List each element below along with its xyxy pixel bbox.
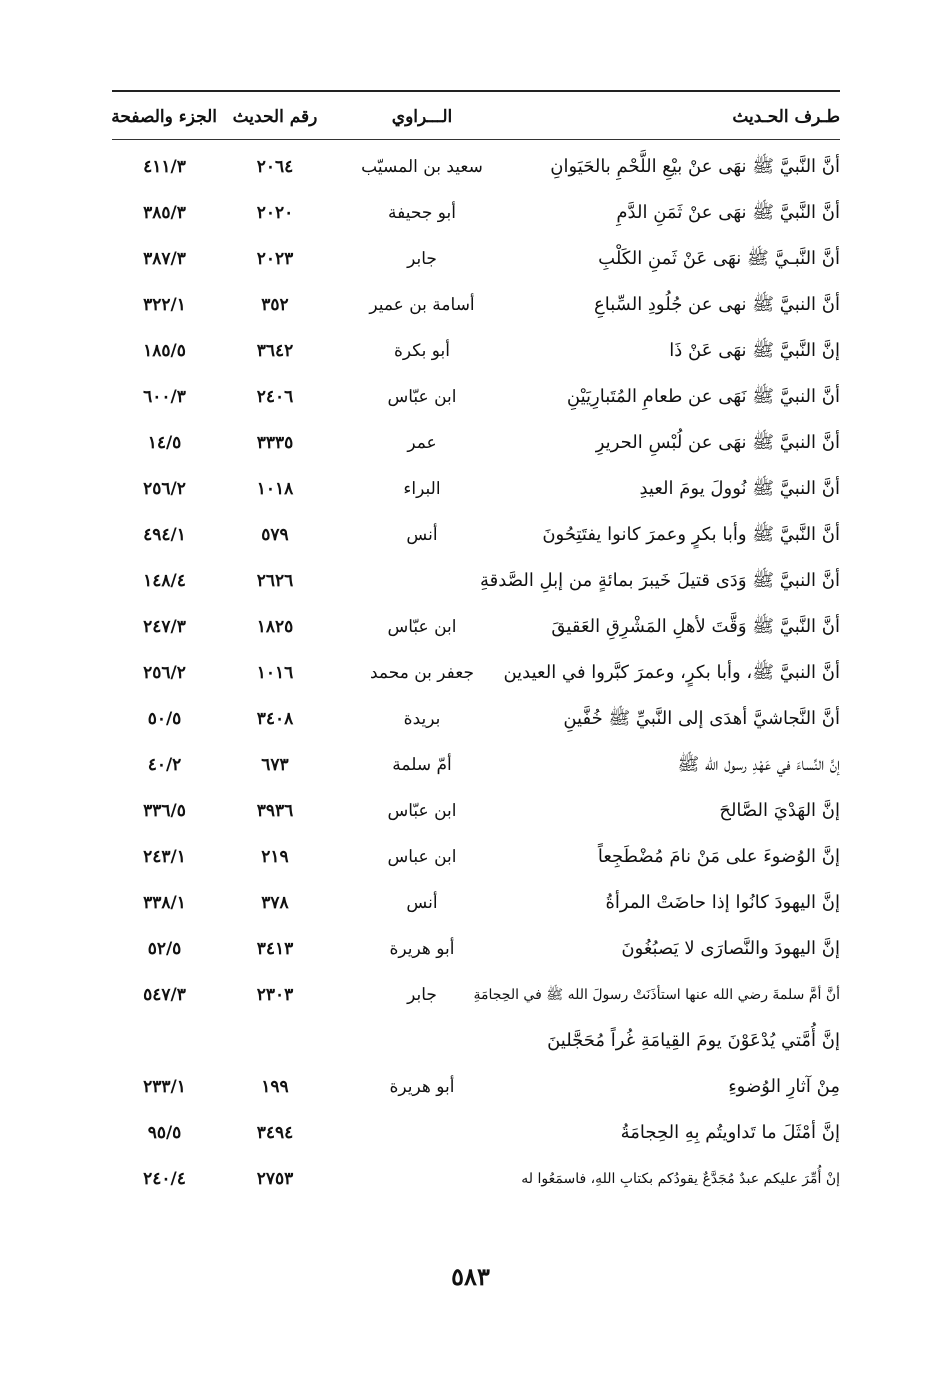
table-row [112,192,840,238]
table-row [112,652,840,698]
volume-page-cell: ٢٥٦/٢ [143,663,186,683]
volume-page-cell: ١٤/٥ [147,433,182,453]
hadith-number-cell: ٢٠٢٣ [256,249,294,269]
table-row [112,790,840,836]
volume-page-cell: ٦٠٠/٣ [143,387,186,407]
hadith-text: أنَّ النبيَّ ﷺ نَهَى عن طعامِ المُتَبارِيَيْنِ [566,386,840,407]
hadith-text: أنَّ النَّبيَّ ﷺ وأبا بكرٍ وعمرَ كانوا يفتَتِحُونَ [542,524,840,545]
table-row [112,974,840,1020]
hadith-text: أنَّ النبيَّ ﷺ، وأبا بكرٍ، وعمرَ كبَّروا في العيدين [503,662,840,683]
volume-page-cell: ١٤٨/٤ [143,571,186,591]
hadith-number-cell: ١٠١٨ [256,479,294,499]
hadith-text: أنَّ النبيَّ ﷺ نهَى عن لُبْسِ الحريرِ [595,432,840,453]
table-row [112,744,840,790]
table-row [112,928,840,974]
hadith-text: أنَّ النبيَّ ﷺ نُوولَ يومَ العيدِ [639,478,840,499]
table-row [112,422,840,468]
narrator-cell: أنس [406,525,438,545]
hadith-number-cell: ١٠١٦ [256,663,294,683]
hadith-text: إنَّ اليهودَ والنَّصارَى لا يَصبُغُونَ [621,938,840,959]
hadith-text: إنَّ الهَدْيَ الصَّالحَ [719,800,840,821]
hadith-number-cell: ٣٤٠٨ [256,709,294,729]
header-rule [112,139,840,140]
volume-page-cell: ٣٨٥/٣ [143,203,186,223]
narrator-cell: ابن عبّاس [387,387,457,407]
volume-page-cell: ٢٤٣/١ [143,847,186,867]
volume-page-cell: ٣٣٦/٥ [143,801,186,821]
narrator-cell: ابن عباس [387,847,457,867]
table-row [112,330,840,376]
narrator-cell: جابر [407,985,437,1005]
hadith-number-cell: ١٨٢٥ [256,617,294,637]
volume-page-cell: ٣٢٢/١ [143,295,186,315]
narrator-cell: عمر [407,433,437,453]
narrator-cell: بريدة [403,709,441,729]
hadith-text: إنَّ اليهودَ كانُوا إذا حاضَتْ المرأةُ [605,892,840,913]
volume-page-cell: ٤٩٤/١ [143,525,186,545]
narrator-cell: أمّ سلمة [392,755,452,775]
narrator-cell: أبو هريرة [389,1077,455,1097]
volume-page-cell: ٥٤٧/٣ [143,985,186,1005]
hadith-number-cell: ٢٠٦٤ [256,157,294,177]
hadith-number-cell: ٢٤٠٦ [256,387,294,407]
volume-page-cell: ٤٠/٢ [147,755,182,775]
hadith-number-cell: ٢٧٥٣ [256,1169,294,1189]
table-row [112,882,840,928]
table-row [112,1020,840,1066]
hadith-text: أنَّ النَّبـيَّ ﷺ نهَى عَنْ ثَمنِ الكَلْبِ [598,248,840,269]
narrator-cell: أبو هريرة [389,939,455,959]
volume-page-cell: ٥٢/٥ [147,939,182,959]
narrator-cell: أسامة بن عمير [369,295,475,315]
table-row [112,606,840,652]
top-rule [112,90,840,92]
hadith-number-cell: ٢٣٠٣ [256,985,294,1005]
narrator-cell: البراء [403,479,441,499]
narrator-cell: أبو بكرة [393,341,451,361]
hadith-number-cell: ٣٩٣٦ [256,801,294,821]
narrator-cell: جعفر بن محمد [369,663,474,683]
hadith-number-cell: ٣٤٩٤ [256,1123,294,1143]
table-row [112,1158,840,1204]
hadith-number-cell: ٢١٩ [261,847,289,867]
narrator-cell: أبو جحيفة [388,203,456,223]
table-header [112,102,840,136]
table-row [112,514,840,560]
table-row [112,146,840,192]
hadith-number-cell: ٢٠٢٠ [256,203,294,223]
volume-page-cell: ٣٣٨/١ [143,893,186,913]
hadith-text: إنْ أُمِّرَ عليكم عبدٌ مُجَدَّعٌ يقودُكم بكتابِ اللهِ، فاسمَعُوا له [521,1171,840,1187]
hadith-text: أنَّ النبيَّ ﷺ نهى عن جُلُودِ السِّباعِ [594,294,840,315]
hadith-text: أنَّ النَّجاشيَّ أهدَى إلى النَّبيِّ ﷺ خُفَّينِ [563,708,840,729]
hadith-number-cell: ٦٧٣ [261,755,289,775]
hadith-number-cell: ٣٧٨ [261,893,289,913]
volume-page-cell: ١٨٥/٥ [143,341,186,361]
volume-page-cell: ٥٠/٥ [147,709,182,729]
header-volume-page: الجزء والصفحة [111,107,217,127]
hadith-text: أنَّ أمَّ سلمةَ رضي الله عنها استأذَنَتْ رسولَ الله ﷺ في الحِجامَةِ [473,987,840,1003]
hadith-text: أنَّ النَّبيَّ ﷺ وَقَّتَ لأهلِ المَشْرِقِ العَقيقَ [551,616,840,637]
table-row [112,1112,840,1158]
header-narrator: الـــراوي [391,107,453,127]
hadith-number-cell: ٣٦٤٢ [256,341,294,361]
volume-page-cell: ٢٤٧/٣ [143,617,186,637]
hadith-text: إنَّ الوُضوءَ على مَنْ نامَ مُضْطَجِعاً [597,846,840,867]
header-number: رقم الحديث [232,107,318,127]
hadith-number-cell: ٣٣٣٥ [256,433,294,453]
hadith-number-cell: ٢٦٢٦ [256,571,294,591]
hadith-text: أنَّ النبيَّ ﷺ وَدَى قتيلَ خَيبرَ بمائةٍ من إبلِ الصَّدقةِ [480,570,840,591]
header-text: طـرف الحـديث [732,107,840,127]
table-row [112,836,840,882]
volume-page-cell: ٤١١/٣ [143,157,186,177]
hadith-text: أنَّ النَّبيَّ ﷺ نهَى عنْ بيْعِ اللَّحْمِ بالحَيَوانِ [550,156,840,177]
page-number: ٥٨٣ [451,1262,490,1291]
hadith-text: إنَّ أُمَّتي يُدْعَوْنَ يومَ القِيامَةِ غُراً مُحَجَّلينَ [547,1030,840,1051]
table-row [112,1066,840,1112]
hadith-text: مِنْ آثارِ الوُضوءِ [728,1076,840,1097]
hadith-number-cell: ٣٥٢ [261,295,289,315]
narrator-cell: جابر [407,249,437,269]
table-body [112,146,840,1204]
hadith-number-cell: ١٩٩ [261,1077,289,1097]
narrator-cell: ابن عبّاس [387,617,457,637]
hadith-text: إنَّ أمْثَلَ ما تَداويتُم بِهِ الحِجامَةُ [620,1122,840,1143]
volume-page-cell: ٣٨٧/٣ [143,249,186,269]
hadith-text: إنَّ النِّساءَ في عَهْدِ رسول الله ﷺ [677,754,840,775]
narrator-cell: ابن عبّاس [387,801,457,821]
hadith-text: أنَّ النَّبيَّ ﷺ نهَى عنْ ثَمَنِ الدَّمِ [616,202,840,223]
table-row [112,468,840,514]
hadith-text: إنَّ النَّبيَّ ﷺ نهَى عَنْ ذَا [669,340,840,361]
table-row [112,238,840,284]
volume-page-cell: ٩٥/٥ [147,1123,182,1143]
hadith-number-cell: ٣٤١٣ [256,939,294,959]
table-row [112,698,840,744]
narrator-cell: سعيد بن المسيّب [361,157,483,177]
table-row [112,284,840,330]
volume-page-cell: ٢٣٣/١ [143,1077,186,1097]
table-row [112,560,840,606]
narrator-cell: أنس [406,893,438,913]
volume-page-cell: ٢٤٠/٤ [143,1169,186,1189]
volume-page-cell: ٢٥٦/٢ [143,479,186,499]
table-row [112,376,840,422]
hadith-number-cell: ٥٧٩ [261,525,289,545]
